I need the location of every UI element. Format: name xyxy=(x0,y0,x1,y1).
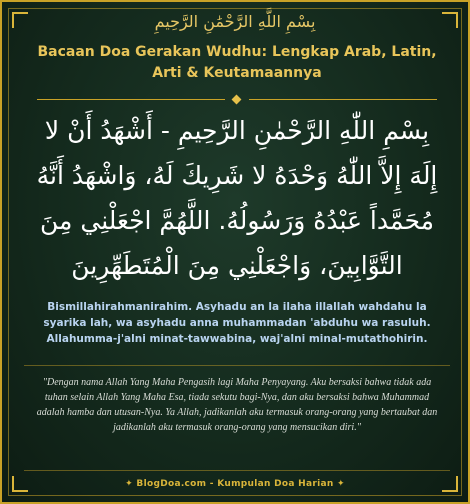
page-title: Bacaan Doa Gerakan Wudhu: Lengkap Arab, Latin, Arti & Keutamaannya xyxy=(37,44,437,81)
arabic-prayer-text: بِسْمِ اللّٰهِ الرَّحْمٰنِ الرَّحِيمِ - أَشْهَدُ أَنْ لا إِلَهَ إِلاَّ اللّٰهُ وَحْدَهُ لا شَرِيكَ لَهُ، وَاشْهَدُ أَنَّهُ مُحَمَّداً عَبْدُهُ وَرَسُولُهُ. اللَّهُمَّ اجْعَلْنِي مِنَ التَّوَّابِينَ، وَاجْعَلْنِي مِنَ الْمُتَطَهِّرِينَ xyxy=(36,116,438,280)
section-divider xyxy=(24,365,450,366)
translation-text: "Dengan nama Allah Yang Maha Pengasih lagi Maha Penyayang. Aku bersaksi bahwa tidak ada tuhan selain Allah Yang Maha Esa, tiada sekutu bagi-Nya, dan aku bersaksi bahwa Muhammad adalah hamba dan utusan-Nya. Ya Allah, jadikanlah aku termasuk orang-orang yang bertaubat dan jadikanlah aku termasuk orang-orang yang mensucikan diri." xyxy=(36,377,438,433)
divider-line-right xyxy=(249,99,437,100)
title-divider xyxy=(37,95,437,105)
basmalah-header: بِسْمِ اللَّهِ الرَّحْمَٰنِ الرَّحِيمِ xyxy=(154,12,316,31)
divider-line-left xyxy=(37,99,225,100)
diamond-ornament-icon xyxy=(232,95,242,105)
footer-credit: ✦ BlogDoa.com - Kumpulan Doa Harian ✦ xyxy=(125,479,345,489)
footer-divider xyxy=(24,470,450,471)
latin-transliteration: Bismillahirahmanirahim. Asyhadu an la ilaha illallah wahdahu la syarika lah, wa asyhadu anna muhammadan 'abduhu wa rasuluh. Allahumma-j'alni minat-tawwabina, waj'alni minal-mutathohirin. xyxy=(43,301,431,345)
